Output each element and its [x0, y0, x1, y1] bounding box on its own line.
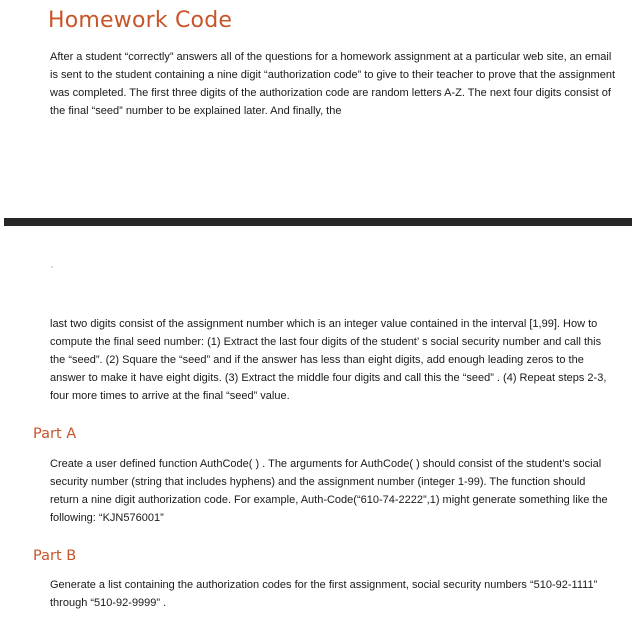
document-title: Homework Code: [48, 8, 233, 33]
intro-paragraph-part-1: After a student “correctly” answers all of the questions for a homework assignment at a particular web site, an email is sent to the student containing a nine digit “authorization code” to give to their teacher to prove that the assignment was completed. The first three digits of the authorization code are random letters A-Z. The next four digits consist of the final “seed” number to be explained later. And finally, the: [50, 51, 616, 117]
part-b-paragraph: Generate a list containing the authorization codes for the first assignment, social security numbers “510-92-1111” through “510-92-9999” .: [50, 579, 598, 609]
part-b-heading: Part B: [33, 548, 77, 564]
intro-paragraph-part-2: last two digits consist of the assignment number which is an integer value contained in the interval [1,99]. How to compute the final seed number: (1) Extract the last four digits of the student’ s social security number and call this the “seed”. (2) Square the “seed” and if the answer has less than eight digits, add enough leading zeros to the answer to make it have eight digits. (3) Extract the middle four digits and call this the “seed” . (4) Repeat steps 2-3, four more times to arrive at the final “seed” value.: [50, 318, 607, 402]
part-a-heading: Part A: [33, 426, 77, 442]
page-break-divider: [4, 218, 632, 226]
page-speck: [51, 266, 53, 268]
part-a-paragraph: Create a user defined function AuthCode( ) . The arguments for AuthCode( ) should consist of the student’s social security number (string that includes hyphens) and the assignment number (integer 1-99). The function should return a nine digit authorization code. For example, Auth-Code(“610-74-2222”,1) might generate something like the following: “KJN576001”: [50, 458, 608, 524]
